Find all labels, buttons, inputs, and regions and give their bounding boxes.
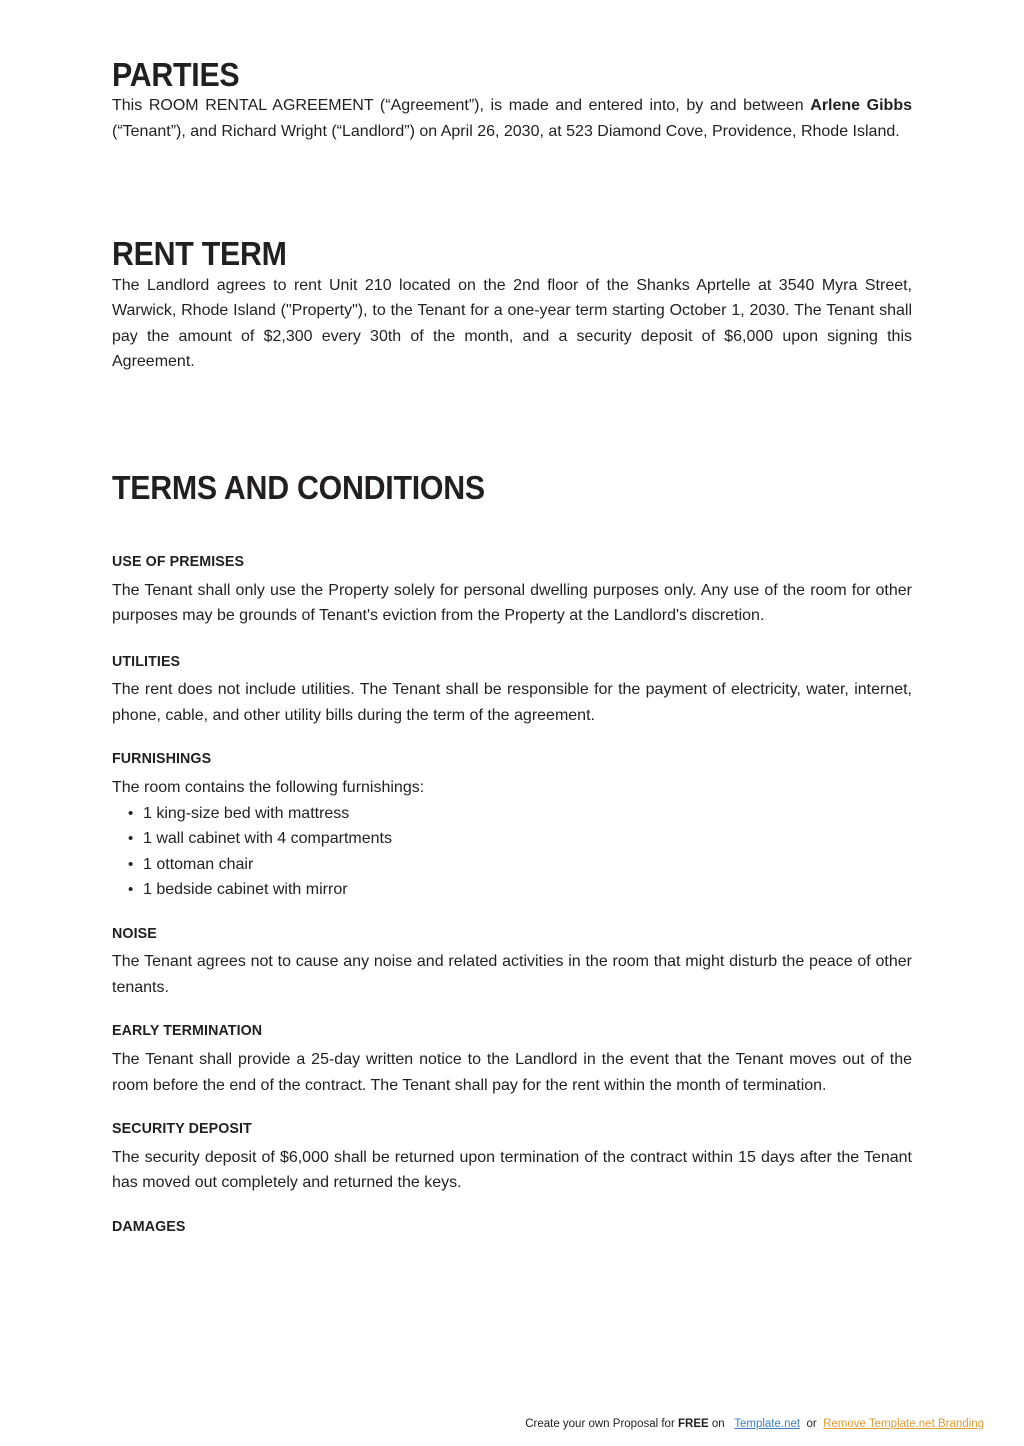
subsection-damages xyxy=(112,1218,912,1237)
furnishings-body: The room contains the following furnishings: xyxy=(112,779,425,797)
remove-branding-link[interactable]: Remove Template.net Branding xyxy=(823,1418,984,1430)
footer-lead-text: Create your own Proposal for xyxy=(525,1418,678,1430)
footer-separator: or xyxy=(800,1418,824,1430)
parties-paragraph-lead: This ROOM RENTAL AGREEMENT (“Agreement”), is made and entered into, by and between xyxy=(112,97,811,115)
section-terms-and-conditions xyxy=(112,375,912,1237)
footer-on-text: on xyxy=(708,1418,735,1430)
subsection-early-termination xyxy=(112,1022,912,1098)
early-termination-body: The Tenant shall provide a 25-day written notice to the Landlord in the event that the Tenant moves out of the room before the end of the contract. The Tenant shall pay for the rent within the month of termination. xyxy=(112,1051,912,1094)
utilities-body: The rent does not include utilities. The Tenant shall be responsible for the payment of electricity, water, internet, phone, cable, and other utility bills during the term of the agreement. xyxy=(112,681,912,724)
furnishings-heading: FURNISHINGS xyxy=(112,750,212,768)
section-rent-term xyxy=(112,144,912,374)
parties-paragraph xyxy=(112,93,912,144)
subsection-furnishings xyxy=(112,750,912,902)
section-parties xyxy=(112,0,912,144)
subsection-noise xyxy=(112,925,912,1001)
parties-heading: PARTIES xyxy=(112,56,240,93)
noise-heading: NOISE xyxy=(112,924,157,942)
page-footer xyxy=(0,1402,1024,1446)
subsection-use-of-premises xyxy=(112,553,912,629)
list-item: • 1 wall cabinet with 4 compartments xyxy=(112,826,912,852)
list-item: • 1 ottoman chair xyxy=(112,852,912,878)
parties-paragraph-tail: (“Tenant”), and Richard Wright (“Landlord”) on April 26, 2030, at 523 Diamond Cove, Providence, Rhode Island. xyxy=(112,122,900,140)
early-termination-heading: EARLY TERMINATION xyxy=(112,1022,263,1040)
document-content xyxy=(112,0,912,1243)
list-item: • 1 king-size bed with mattress xyxy=(112,801,912,827)
security-deposit-heading: SECURITY DEPOSIT xyxy=(112,1120,252,1138)
terms-and-conditions-heading: TERMS AND CONDITIONS xyxy=(112,468,485,506)
use-of-premises-body: The Tenant shall only use the Property solely for personal dwelling purposes only. Any use of the room for other purposes may be grounds of Tenant's eviction from the Property at the Landlord's discretion. xyxy=(112,581,912,625)
damages-heading: DAMAGES xyxy=(112,1217,186,1235)
subsection-utilities xyxy=(112,653,912,729)
rent-term-paragraph: The Landlord agrees to rent Unit 210 located on the 2nd floor of the Shanks Aprtelle at 3540 Myra Street, Warwick, Rhode Island ("Property"), to the Tenant for a one-year term starting October 1, 2030. The Tenant shall pay the amount of $2,300 every 30th of the month, and a security deposit of $6,000 upon signing this Agreement. xyxy=(112,276,912,371)
subsection-security-deposit xyxy=(112,1120,912,1196)
noise-body: The Tenant agrees not to cause any noise and related activities in the room that might disturb the peace of other tenants. xyxy=(112,953,912,996)
furnishings-list xyxy=(112,801,912,903)
security-deposit-body: The security deposit of $6,000 shall be returned upon termination of the contract within 15 days after the Tenant has moved out completely and returned the keys. xyxy=(112,1148,912,1192)
template-net-link[interactable]: Template.net xyxy=(734,1418,801,1430)
list-item: • 1 bedside cabinet with mirror xyxy=(112,877,912,903)
footer-free-label: FREE xyxy=(677,1418,709,1430)
utilities-heading: UTILITIES xyxy=(112,652,181,670)
parties-tenant-name: Arlene Gibbs xyxy=(810,97,913,115)
use-of-premises-heading: USE OF PREMISES xyxy=(112,552,245,570)
rent-term-heading: RENT TERM xyxy=(112,235,287,273)
